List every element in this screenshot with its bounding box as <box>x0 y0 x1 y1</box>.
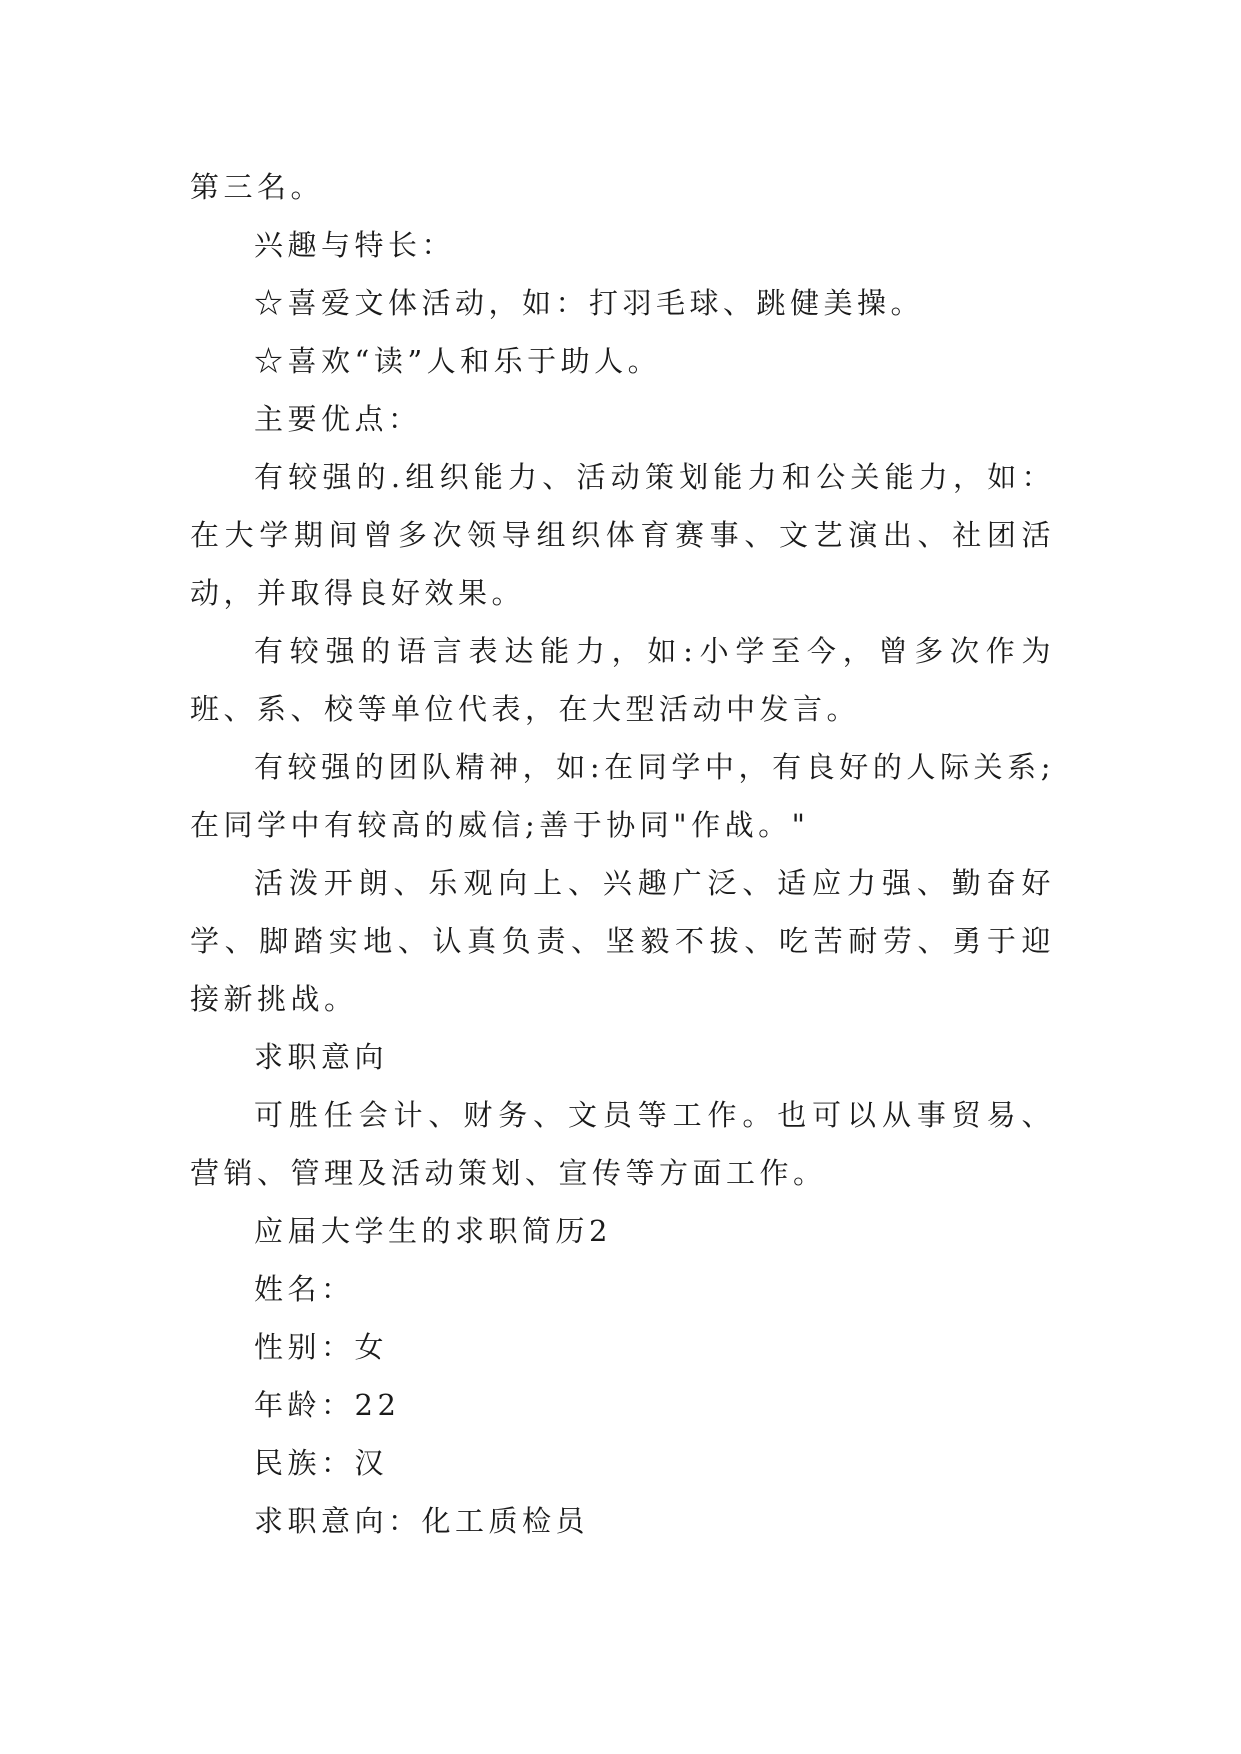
paragraph-job-intention: 可胜任会计、财务、文员等工作。也可以从事贸易、营销、管理及活动策划、宣传等方面工作。 <box>190 1098 1055 1190</box>
paragraph-interest-sports: ☆喜爱文体活动，如：打羽毛球、跳健美操。 <box>254 286 925 320</box>
paragraph-strength-organization: 有较强的.组织能力、活动策划能力和公关能力，如：在大学期间曾多次领导组织体育赛事、文艺演出、社团活动，并取得良好效果。 <box>190 460 1055 610</box>
document-body <box>190 158 1055 1550</box>
field-ethnicity: 民族：汉 <box>254 1446 389 1480</box>
paragraph-strength-teamwork: 有较强的团队精神，如:在同学中，有良好的人际关系;在同学中有较高的威信;善于协同"作战。" <box>190 750 1055 842</box>
field-age: 年龄：22 <box>254 1388 401 1422</box>
heading-interests: 兴趣与特长： <box>254 228 456 262</box>
paragraph-strength-speaking: 有较强的语言表达能力，如:小学至今，曾多次作为班、系、校等单位代表，在大型活动中发言。 <box>190 634 1055 726</box>
paragraph-interest-people: ☆喜欢“读”人和乐于助人。 <box>254 344 662 378</box>
field-name: 姓名： <box>254 1272 355 1306</box>
field-job-intention: 求职意向：化工质检员 <box>254 1504 590 1538</box>
heading-resume-2: 应届大学生的求职简历2 <box>254 1214 612 1248</box>
field-gender: 性别：女 <box>254 1330 389 1364</box>
paragraph-rank: 第三名。 <box>190 170 325 204</box>
paragraph-personality: 活泼开朗、乐观向上、兴趣广泛、适应力强、勤奋好学、脚踏实地、认真负责、坚毅不拔、吃苦耐劳、勇于迎接新挑战。 <box>190 866 1055 1016</box>
heading-strengths: 主要优点： <box>254 402 422 436</box>
heading-job-intention: 求职意向 <box>254 1040 389 1074</box>
